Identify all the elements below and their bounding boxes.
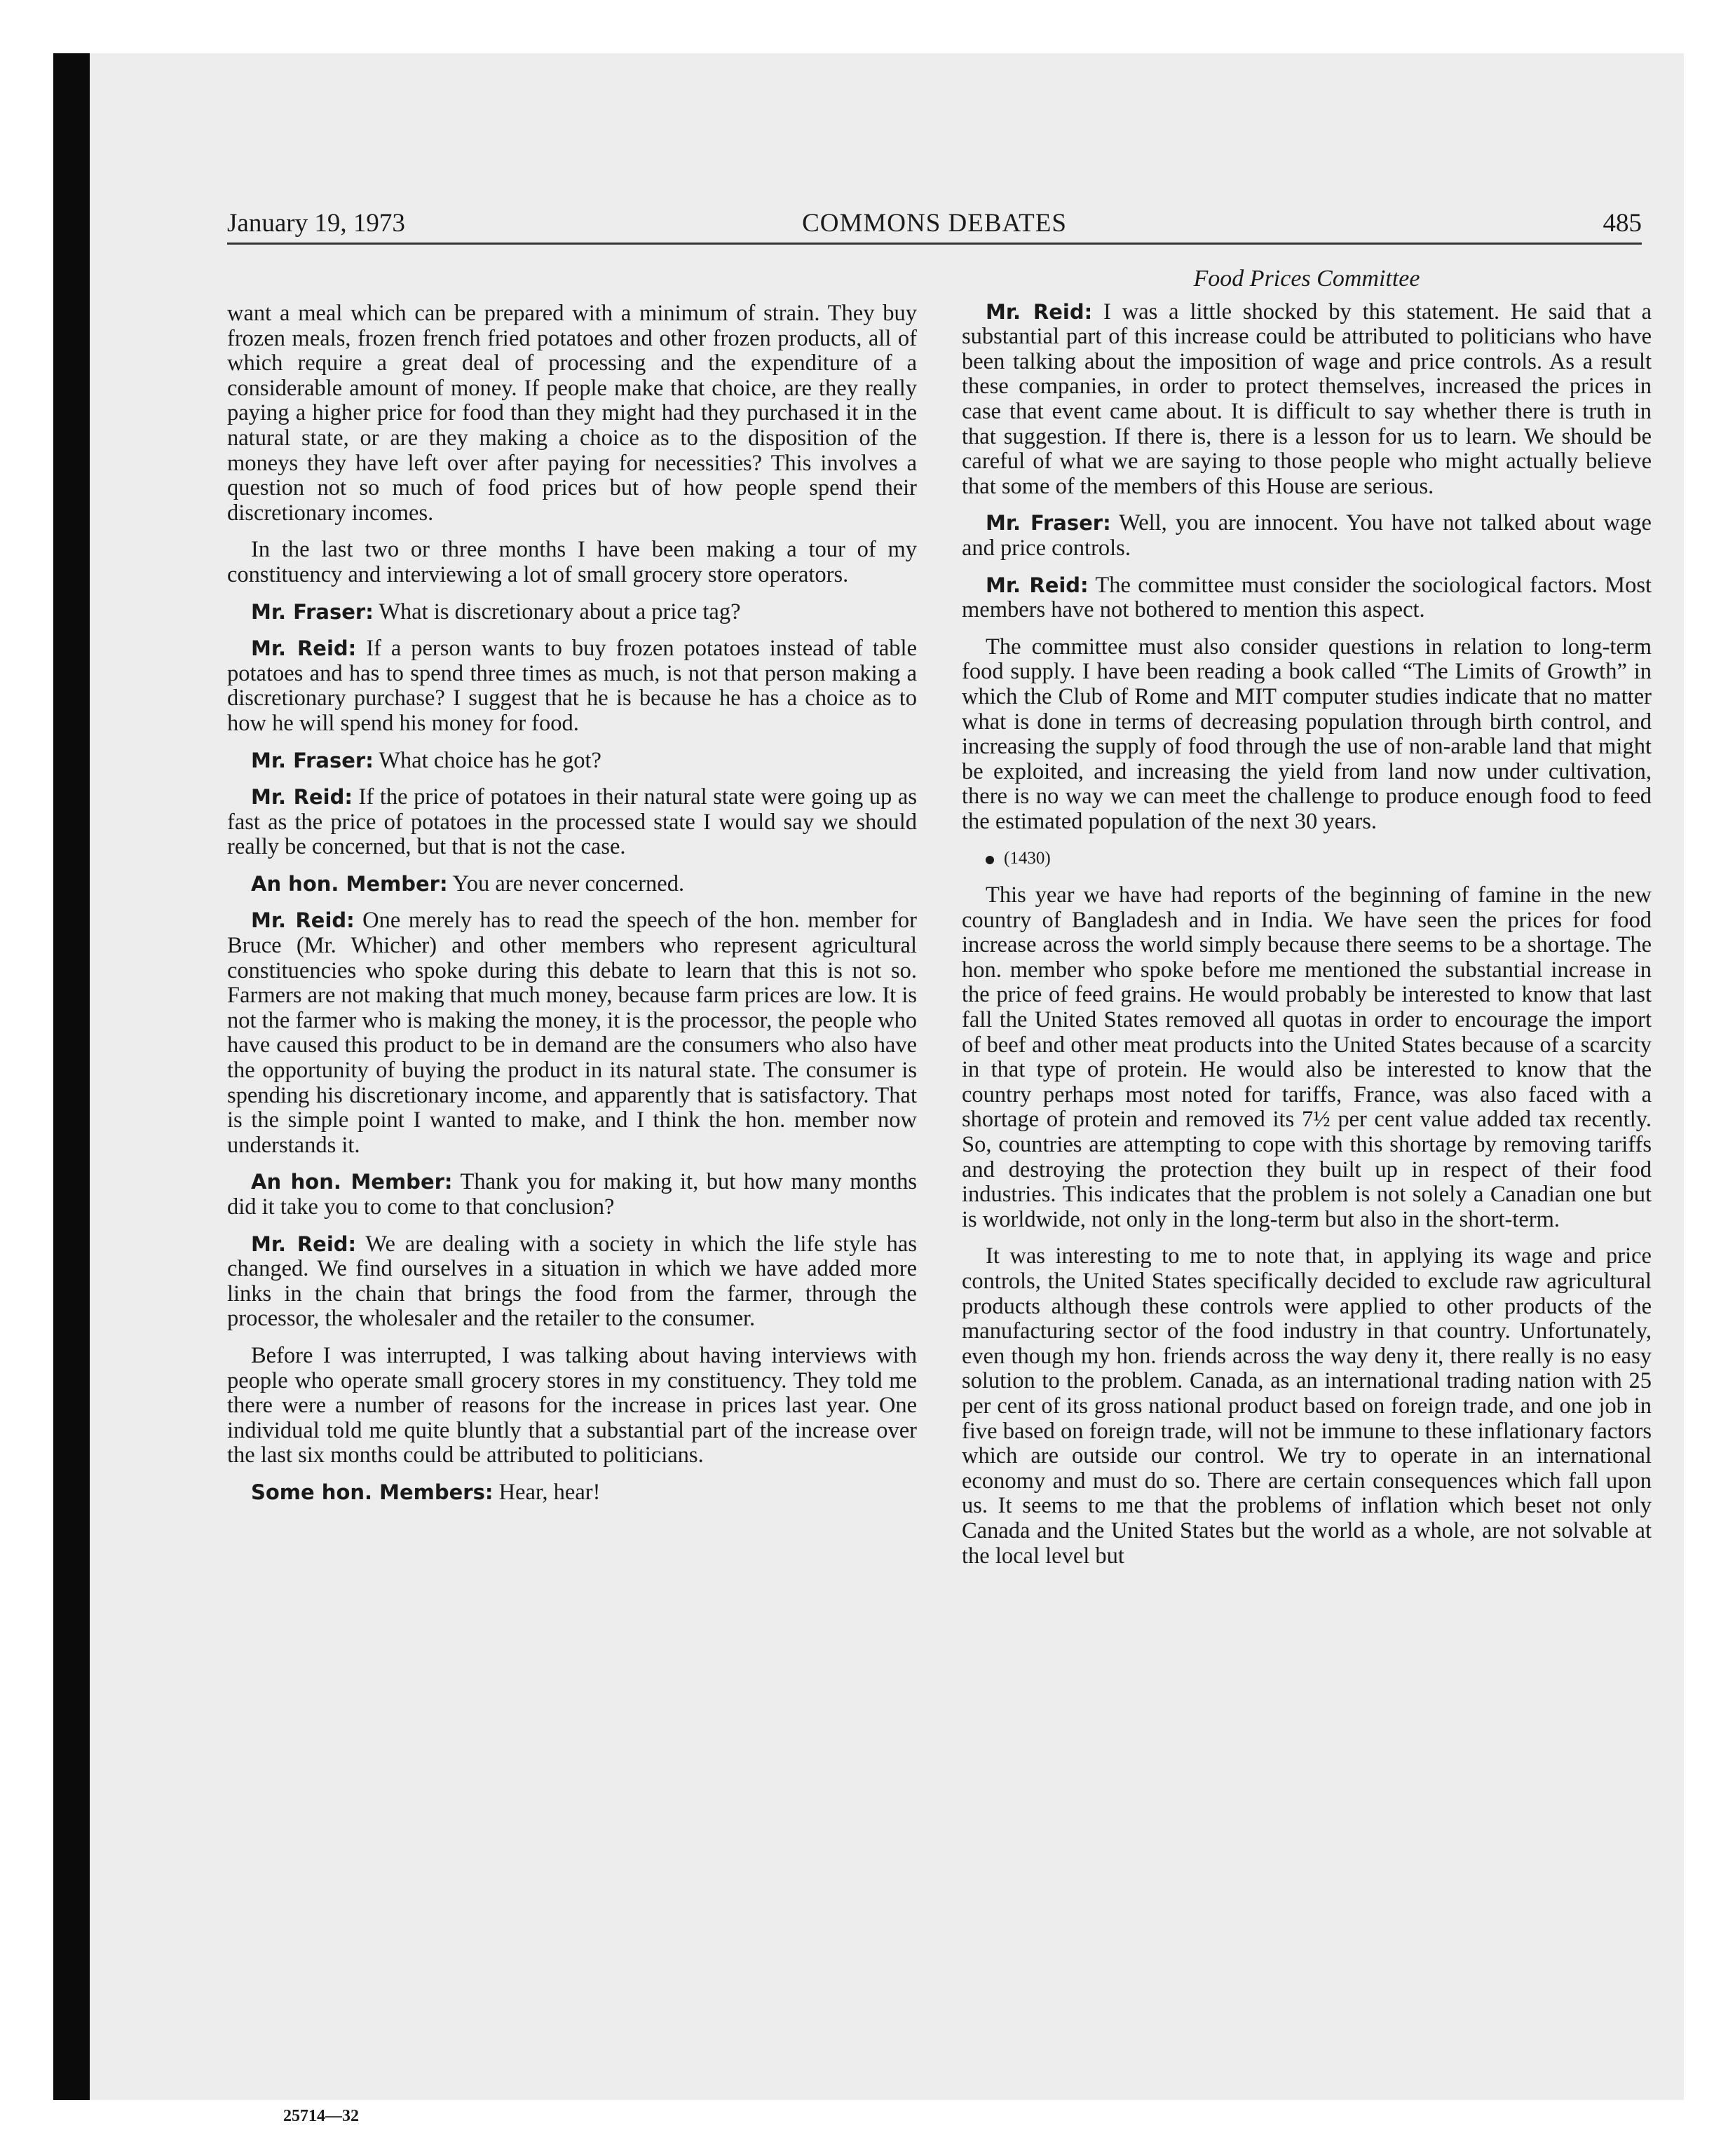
time-marker bbox=[962, 846, 1652, 871]
paragraph: The committee must also consider questions in relation to long-term food supply. I have been reading a book called “The Limits of Growth” in which the Club of Rome and MIT computer studies indicate that no matter what is done in terms of decreasing population through birth control, and increasing the supply of food through the use of non-arable land that might be exploited, and increasing the yield from land now under cultivation, there is no way we can meet the challenge to produce enough food to feed the estimated population of the next 30 years. bbox=[962, 634, 1652, 834]
speech-turn bbox=[227, 1232, 917, 1332]
speech-text: One merely has to read the speech of the hon. member for Bruce (Mr. Whicher) and other members who represent agricultural constituencies who spoke during this debate to learn that this is not so. Farmers are not making that much money, because farm prices are low. It is not the farmer who is making the money, it is the processor, the people who have caused this product to be in demand are the consumers who also have the opportunity of buying the product in its natural state. The consumer is spending his discretionary income, and apparently that is satisfactory. That is the simple point I wanted to make, and I think the hon. member now understands it. bbox=[227, 908, 918, 1158]
page-number: 485 bbox=[1603, 209, 1642, 238]
speech-turn bbox=[227, 908, 917, 1158]
speaker-name: Some hon. Members: bbox=[251, 1480, 494, 1504]
speech-text: If the price of potatoes in their natural state were going up as fast as the price of potatoes in the processed state I would say we should really be concerned, but that is not the case. bbox=[227, 784, 917, 860]
speaker-name: Mr. Reid: bbox=[251, 785, 353, 810]
speaker-name: Mr. Reid: bbox=[986, 573, 1089, 597]
speech-turn bbox=[227, 785, 917, 860]
speech-text: I was a little shocked by this statement. He said that a substantial part of this increase could be attributed to politicians who have been talking about the imposition of wage and price controls. As a result these companies, in order to protect themselves, increased the prices in case that event came about. It is difficult to say whether there is truth in that suggestion. If there is, there is a lesson for us to learn. We should be careful of what we are saying to those people who might actually believe that some of the members of this House are serious. bbox=[962, 299, 1652, 499]
speech-text: We are dealing with a society in which the life style has changed. We find ourselves in a situation in which we have added more links in the chain that brings the food from the farmer, through the processor, the wholesaler and the retailer to the consumer. bbox=[227, 1231, 917, 1332]
speech-turn bbox=[227, 600, 917, 625]
right-column bbox=[962, 266, 1652, 1581]
speaker-name: An hon. Member: bbox=[251, 1170, 453, 1194]
speech-turn bbox=[227, 872, 917, 897]
running-header bbox=[227, 207, 1642, 245]
speech-text: What is discretionary about a price tag? bbox=[373, 599, 741, 625]
header-date: January 19, 1973 bbox=[227, 209, 405, 238]
speaker-name: Mr. Reid: bbox=[251, 908, 355, 933]
speaker-name: Mr. Reid: bbox=[986, 299, 1093, 324]
paragraph: This year we have had reports of the beginning of famine in the new country of Bangladesh and in India. We have seen the prices for food increase across the world simply because there seems to be a shortage. The hon. member who spoke before me mentioned the substantial increase in the price of feed grains. He would probably be interested to know that last fall the United States removed all quotas in order to encourage the import of beef and other meat products into the United States because of a scarcity in that type of protein. He would also be interested to know that the country perhaps most noted for tariffs, France, was also faced with a shortage of protein and removed its 7½ per cent value added tax recently. So, countries are attempting to cope with this shortage by removing tariffs and destroying the protection they built up in respect of their food industries. This indicates that the problem is not solely a Canadian one but is worldwide, not only in the long-term but also in the short-term. bbox=[962, 882, 1652, 1232]
header-title: COMMONS DEBATES bbox=[802, 209, 1067, 238]
speaker-name: Mr. Fraser: bbox=[251, 599, 374, 624]
speech-turn bbox=[227, 1170, 917, 1220]
paragraph: want a meal which can be prepared with a minimum of strain. They buy frozen meals, frozen french fried potatoes and other frozen products, all of which require a great deal of processing and the expenditure of a considerable amount of money. If people make that choice, are they really paying a higher price for food than they might had they purchased it in the natural state, or are they making a choice as to the disposition of the moneys they have left over after paying for necessities? This involves a question not so much of food prices but of how people spend their discretionary incomes. bbox=[227, 301, 917, 526]
speech-turn bbox=[962, 511, 1652, 561]
document-page bbox=[227, 207, 1652, 2125]
paragraph: It was interesting to me to note that, in applying its wage and price controls, the United States specifically decided to exclude raw agricultural products although these controls were applied to other products of the manufacturing sector of the food industry in that country. Unfortunately, even though my hon. friends across the way deny it, there really is no easy solution to the problem. Canada, as an international trading nation with 25 per cent of its gross national product based on foreign trade, and one job in five based on foreign trade, will not be immune to these inflationary factors which are outside our control. We try to operate in an international economy and must do so. There are certain consequences which fall upon us. It seems to me that the problems of inflation which beset not only Canada and the United States but the world as a whole, are not solvable at the local level but bbox=[962, 1243, 1652, 1569]
time-marker-text: (1430) bbox=[1004, 849, 1051, 868]
speech-turn bbox=[962, 573, 1652, 623]
speech-text: Thank you for making it, but how many months did it take you to come to that conclusion? bbox=[227, 1169, 917, 1220]
speaker-name: Mr. Fraser: bbox=[986, 511, 1111, 535]
speech-turn bbox=[227, 1480, 917, 1506]
speech-text: You are never concerned. bbox=[447, 871, 685, 896]
speech-text: If a person wants to buy frozen potatoes instead of table potatoes and has to spend three times as much, is not that person making a discretionary purchase? I suggest that he is because he has a choice as to how he will spend his money for food. bbox=[227, 636, 917, 736]
speech-text: The committee must consider the sociological factors. Most members have not bothered to mention this aspect. bbox=[962, 572, 1652, 623]
speech-turn bbox=[227, 749, 917, 774]
speech-text: Hear, hear! bbox=[493, 1479, 601, 1505]
paragraph: In the last two or three months I have been making a tour of my constituency and interviewing a lot of small grocery store operators. bbox=[227, 537, 917, 587]
paragraph: Before I was interrupted, I was talking about having interviews with people who operate small grocery stores in my constituency. They told me there were a number of reasons for the increase in prices last year. One individual told me quite bluntly that a substantial part of the increase over the last six months could be attributed to politicians. bbox=[227, 1342, 917, 1468]
speaker-name: An hon. Member: bbox=[251, 871, 448, 896]
left-column bbox=[227, 301, 917, 1517]
speaker-name: Mr. Fraser: bbox=[251, 748, 374, 772]
speech-turn bbox=[962, 300, 1652, 500]
printer-code: 25714—32 bbox=[283, 2107, 359, 2125]
scanned-page bbox=[53, 53, 1684, 2125]
speech-text: What choice has he got? bbox=[373, 747, 601, 773]
bullet-icon bbox=[986, 856, 994, 864]
binding-edge bbox=[53, 53, 90, 2100]
speech-text: Well, you are innocent. You have not talked about wage and price controls. bbox=[962, 510, 1652, 561]
speaker-name: Mr. Reid: bbox=[251, 1231, 357, 1256]
speech-turn bbox=[227, 636, 917, 736]
section-title: Food Prices Committee bbox=[1193, 266, 1420, 292]
speaker-name: Mr. Reid: bbox=[251, 636, 357, 661]
